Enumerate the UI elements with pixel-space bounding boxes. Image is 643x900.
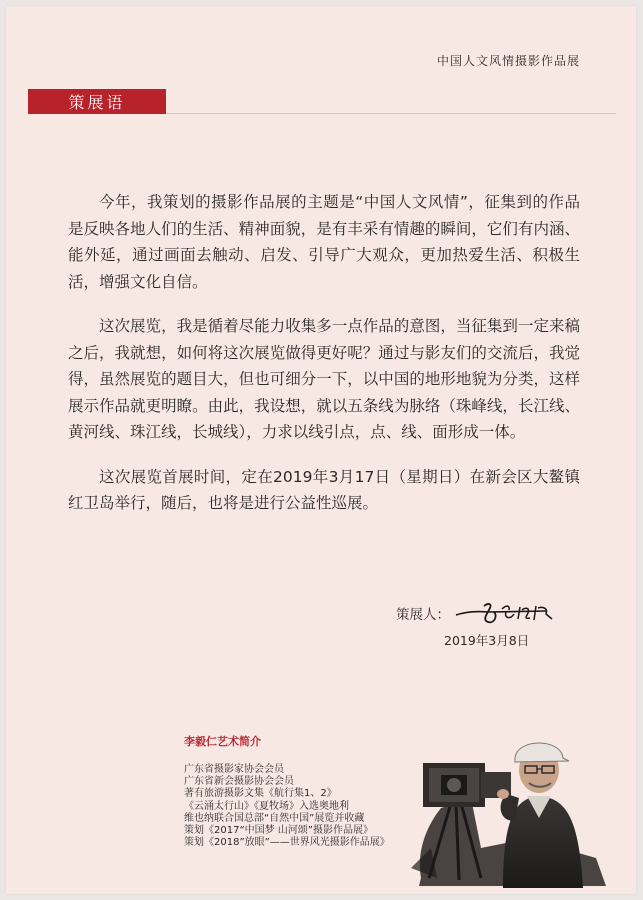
handwritten-signature: [454, 600, 564, 626]
bio-item: 策划《2017“中国梦 山河颂”摄影作品展》: [184, 825, 373, 837]
bio-item: 策划《2018”放眼”——世界风光摄影作品展》: [184, 837, 390, 849]
bio-item: 《云涌太行山》《夏牧场》入选奥地利: [184, 800, 349, 812]
statement-paragraph-3: 这次展览首展时间，定在2019年3月17日（星期日）在新会区大鳌镇红卫岛举行，随后，也将是进行公益性巡展。: [68, 467, 580, 512]
photographer-portrait: [411, 728, 611, 888]
bio-item: 著有旅游摄影文集《航行集1、2》: [184, 788, 337, 800]
statement-paragraph-2: 这次展览，我是循着尽能力收集多一点作品的意图，当征集到一定来稿之后，我就想，如何将这次展览做得更好呢？通过与影友们的交流后，我觉得，虽然展览的题目大，但也可细分一下，以中国的地形地貌为分类，这样展示作品就更明瞭。由此，我设想，就以五条线为脉络（珠峰线，长江线、黄河线、珠江线，长城线），力求以线引点，点、线、面形成一体。: [68, 317, 580, 441]
bio-list: [184, 764, 390, 849]
bio-item: 广东省摄影家协会会员: [184, 764, 284, 775]
section-title-tab: 策展语: [28, 89, 166, 114]
curator-label: 策展人：: [396, 607, 450, 623]
statement-paragraph-1: 今年，我策划的摄影作品展的主题是“中国人文风情”，征集到的作品是反映各地人们的生活、精神面貌，是有丰采有情趣的瞬间，它们有内涵、能外延，通过画面去触动、启发、引导广大观众，更加热爱生活、积极生活，增强文化自信。: [68, 193, 580, 291]
exhibition-title: 中国人文风情摄影作品展: [436, 54, 580, 68]
bio-item: 维也纳联合国总部“自然中国”展览并收藏: [184, 812, 365, 824]
section-divider: [166, 113, 616, 114]
curator-signoff: [396, 600, 606, 626]
document-page: [6, 6, 636, 894]
bio-item: 广东省新会摄影协会会员: [184, 776, 294, 788]
signoff-date: 2019年3月8日: [444, 633, 530, 648]
curator-statement: [68, 189, 580, 535]
bio-title: 李毅仁艺术简介: [184, 735, 261, 748]
